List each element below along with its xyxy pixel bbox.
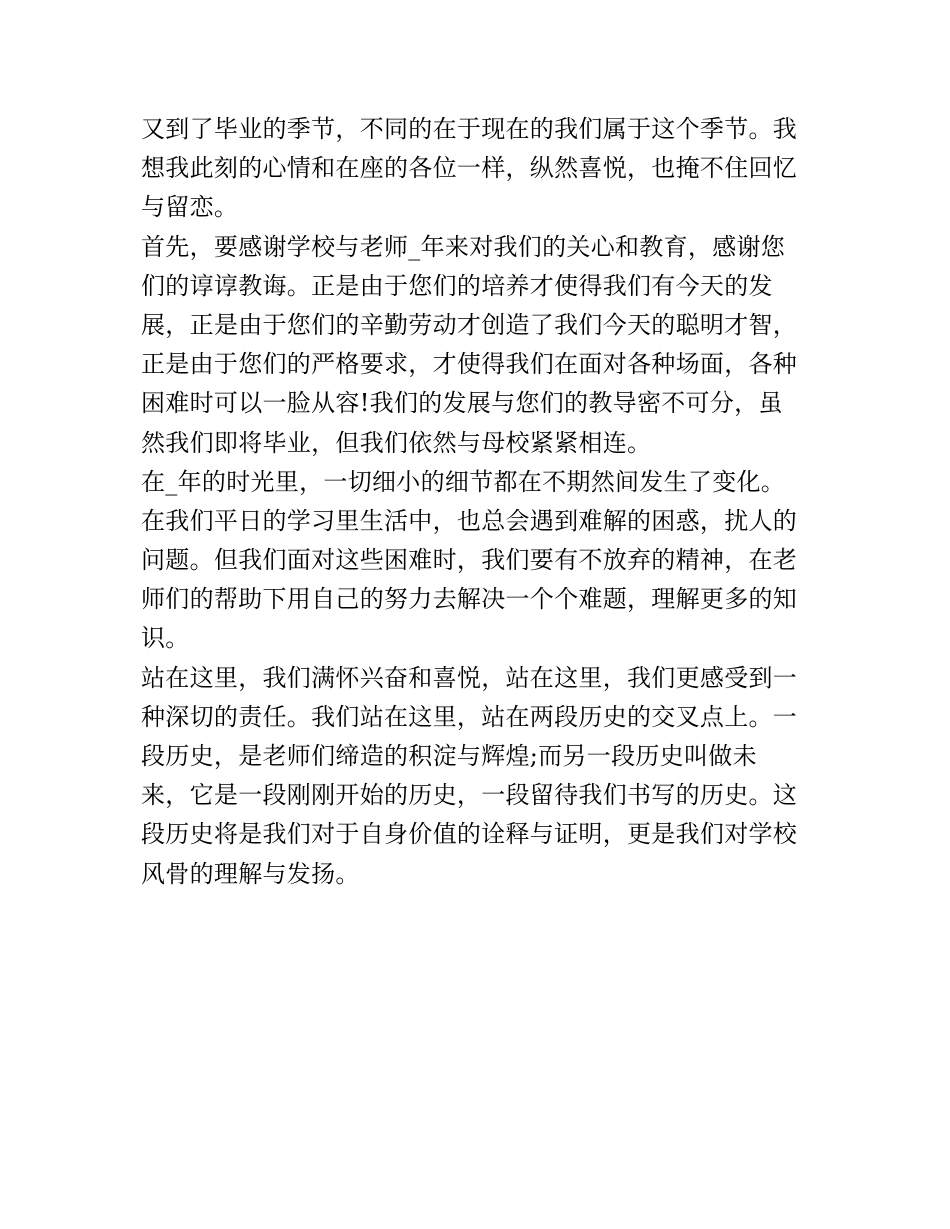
paragraph-line: 在我们平日的学习里生活中，也总会遇到难解的困惑，扰人的 [141, 506, 798, 535]
paragraph-line: 种深切的责任。我们站在这里，站在两段历史的交叉点上。一 [141, 702, 798, 731]
paragraph-line: 与留恋。 [141, 193, 239, 222]
paragraph-4 [141, 659, 816, 894]
document-body [141, 110, 816, 894]
paragraph-1 [141, 110, 816, 228]
paragraph-line: 展，正是由于您们的辛勤劳动才创造了我们今天的聪明才智， [141, 310, 798, 339]
paragraph-line: 困难时可以一脸从容!我们的发展与您们的教导密不可分，虽 [141, 389, 783, 418]
paragraph-line: 然我们即将毕业，但我们依然与母校紧紧相连。 [141, 428, 652, 457]
paragraph-line: 首先，要感谢学校与老师_年来对我们的关心和教育，感谢您 [141, 232, 786, 261]
paragraph-3 [141, 463, 816, 659]
paragraph-line: 风骨的理解与发扬。 [141, 859, 360, 888]
paragraph-2 [141, 228, 816, 463]
paragraph-line: 段历史将是我们对于自身价值的诠释与证明，更是我们对学校 [141, 820, 798, 849]
paragraph-line: 们的谆谆教诲。正是由于您们的培养才使得我们有今天的发 [141, 271, 773, 300]
paragraph-line: 在_年的时光里，一切细小的细节都在不期然间发生了变化。 [141, 467, 786, 496]
paragraph-line: 问题。但我们面对这些困难时，我们要有不放弃的精神，在老 [141, 546, 798, 575]
paragraph-line: 又到了毕业的季节，不同的在于现在的我们属于这个季节。我 [141, 115, 798, 143]
paragraph-line: 师们的帮助下用自己的努力去解决一个个难题，理解更多的知 [141, 585, 798, 614]
paragraph-line: 来，它是一段刚刚开始的历史，一段留待我们书写的历史。这 [141, 781, 798, 810]
paragraph-line: 段历史，是老师们缔造的积淀与辉煌;而另一段历史叫做未 [141, 742, 757, 770]
paragraph-line: 站在这里，我们满怀兴奋和喜悦，站在这里，我们更感受到一 [141, 663, 798, 692]
paragraph-line: 想我此刻的心情和在座的各位一样，纵然喜悦，也掩不住回忆 [141, 154, 798, 183]
paragraph-line: 识。 [141, 624, 190, 653]
paragraph-line: 正是由于您们的严格要求，才使得我们在面对各种场面，各种 [141, 350, 798, 379]
